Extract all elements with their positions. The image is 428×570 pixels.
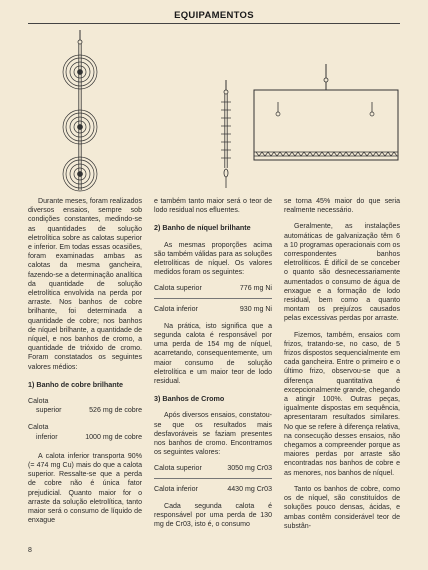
row-label: Calota superior [154, 465, 202, 473]
row-value: 3050 mg Cr03 [227, 465, 272, 473]
paragraph: se torna 45% maior do que seria realmente necessário. [284, 198, 400, 215]
row-divider [154, 298, 272, 299]
frizo-frame-figure [252, 64, 400, 164]
subheading-cromo: 3) Banhos de Cromo [154, 394, 225, 404]
calota-label: Calota [28, 424, 49, 432]
value-row [154, 284, 272, 293]
value-row [154, 464, 272, 473]
value-row [28, 433, 142, 442]
value-row [154, 485, 272, 494]
row-label: Calota superior [154, 285, 202, 293]
calota-rod-figure [40, 28, 120, 194]
paragraph: Cada segunda calota é responsável por uma perda de 130 mg de Cr03, isto é, o consumo [154, 502, 272, 529]
paragraph: Fizemos, também, ensaios com frizos, tratando-se, no caso, de 5 frizos dispostos sequencialmente em cada gancheira. Entre o primeiro e o último frizo, observou-se que a diferença quantitativa é excepcionalmente grande, chegando a atingir 100%. Outras peças, igualmente dispostas em sequência, apresentaram resultados similares. No que se refere à diferença relativa, na consecução desses ensaios, não chegamos a compreender porque as maiores perdas por arraste são encontradas nos banhos de cobre e as menores, nos banhos de níquel. [284, 331, 400, 477]
row-value: 526 mg de cobre [89, 407, 142, 415]
value-row [154, 305, 272, 314]
text-column-3 [284, 197, 400, 538]
text-column-2 [154, 197, 272, 536]
paragraph: A calota inferior transporta 90% (= 474 mg Cu) mais do que a calota superior. Ressalte-se que a perda de cobre não é única fator prejudicial. Quanto maior for o arraste da solução eletrolítica, tanto maior será o consumo de líquido de enxague [28, 452, 142, 525]
row-label: superior [36, 407, 62, 415]
row-label: Calota inferior [154, 485, 198, 493]
calota-label: Calota [28, 398, 49, 406]
paragraph: Após diversos ensaios, constatou-se que os resultados mais desfavoráveis se faziam presentes nos banhos de cromo. Encontramos os seguintes valores: [154, 412, 272, 457]
paragraph: e também tanto maior será o teor de lodo residual nos efluentes. [154, 198, 272, 215]
row-label: inferior [36, 433, 58, 441]
value-row [28, 406, 142, 415]
page-header [0, 0, 428, 28]
subheading-cobre: 1) Banho de cobre brilhante [28, 379, 124, 389]
row-value: 776 mg Ni [239, 285, 272, 293]
paragraph: Durante meses, foram realizados diversos ensaios, sempre sob condições constantes, medindo-se as quantidades de solução eletrolítica sobre as calotas superior e inferior. Em todas essas ocasiões, foram examinadas ambas as calotas da mesma gancheira, fazendo-se a determinação analítica da quantidade de solução eletrolítica envolvida na perda por arraste. Nos banhos de cobre brilhante, foi determinada a quantidade de cobre; nos banhos de níquel brilhante, a quantidade de níquel, e nos banhos de cromo, a quantidade de trióxido de cromo. Foram constatados os seguintes valores médios: [28, 198, 142, 371]
paragraph: Na prática, isto significa que a segunda calota é responsável por uma perda de 154 mg de níquel, acarretando, consequentemente, um maior consumo de solução eletrolítica e um maior teor de lodo residual. [154, 322, 272, 386]
row-label: Calota inferior [154, 305, 198, 313]
page-number: 8 [28, 547, 32, 554]
paragraph: Geralmente, as instalações automáticas de galvanização têm 6 a 10 programas operacionais com os correspondentes banhos eletrolíticos. É difícil de se conceber o quanto são desnecessariamente aumentados o consumo de água de enxague e a formação de lodo residual, bem como a quanto montam os prejuízos causados pelas excessivas perdas por arraste. [284, 223, 400, 323]
paragraph: Tanto os banhos de cobre, como os de níquel, são constituídos de soluções pouco densas, ácidas, e ambas contêm considerável teor de substân- [284, 485, 400, 530]
row-value: 930 mg Ni [239, 305, 272, 313]
text-column-1 [28, 197, 142, 533]
row-value: 1000 mg de cobre [85, 433, 142, 441]
row-divider [154, 478, 272, 479]
subheading-niquel: 2) Banho de níquel brilhante [154, 223, 251, 233]
header-rule [28, 23, 400, 24]
paragraph: As mesmas proporções acima são também válidas para as soluções eletrolíticas de níquel. Os valores medidos foram os seguintes: [154, 241, 272, 277]
row-value: 4430 mg Cr03 [227, 485, 272, 493]
hanger-rod-figure [214, 80, 238, 196]
section-title: EQUIPAMENTOS [174, 10, 254, 21]
